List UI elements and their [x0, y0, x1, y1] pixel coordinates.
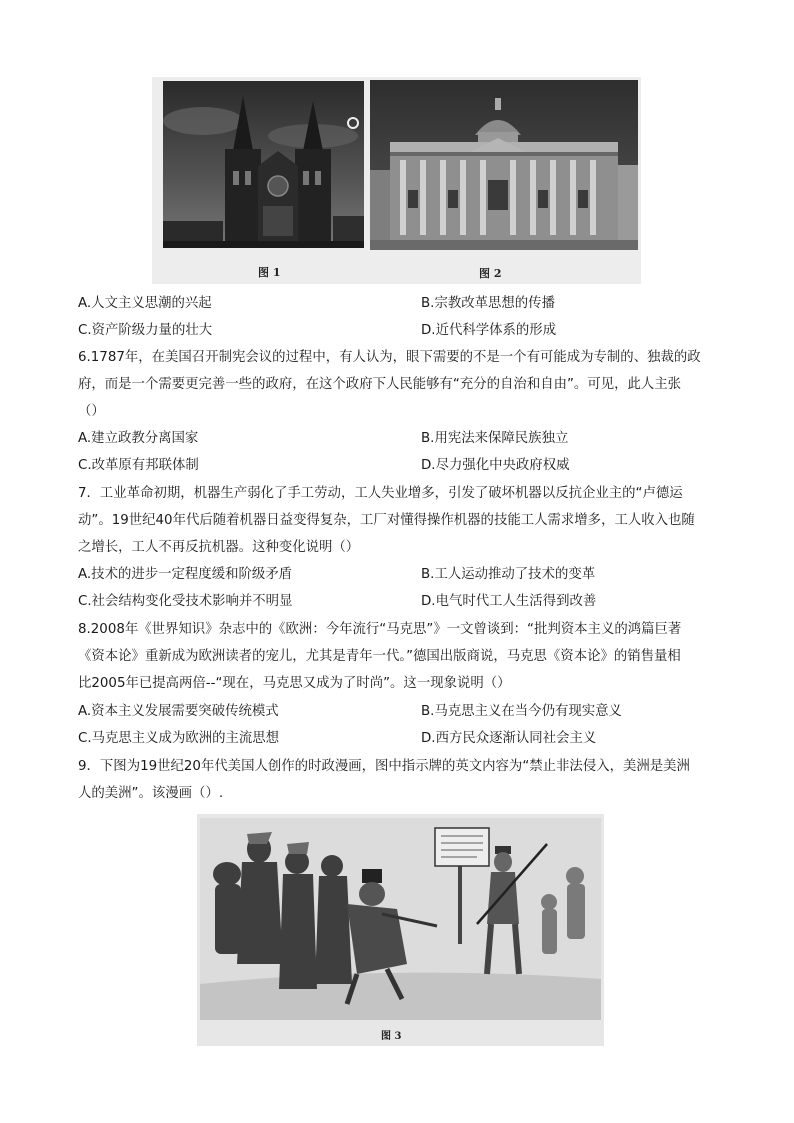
figure-1-cathedral-image — [163, 81, 364, 248]
q8-stem-line-3: 比2005年已提高两倍--“现在，马克思又成为了时尚”。这一现象说明（） — [78, 676, 511, 691]
q7-option-a: A.技术的进步一定程度缓和阶级矛盾 — [78, 567, 293, 582]
q8-option-c: C.马克思主义成为欧洲的主流思想 — [78, 731, 280, 746]
q7-stem-line-1: 7．工业革命初期，机器生产弱化了手工劳动，工人失业增多，引发了破坏机器以反抗企业主的“卢德运 — [78, 486, 683, 501]
q7-option-b: B.工人运动推动了技术的变革 — [421, 567, 596, 582]
figure-2-basilica-image — [370, 80, 638, 250]
q8-stem-line-1: 8.2008年《世界知识》杂志中的《欧洲：今年流行“马克思”》一文曾谈到：“批判资本主义的鸿篇巨著 — [78, 622, 682, 637]
q5-option-d: D.近代科学体系的形成 — [421, 323, 557, 338]
q7-option-c: C.社会结构变化受技术影响并不明显 — [78, 594, 293, 609]
figure-3-caption: 图 3 — [381, 1031, 402, 1042]
q6-stem-line-2: 府，而是一个需要更完善一些的政府，在这个政府下人民能够有“充分的自治和自由”。可见，此人主张 — [78, 377, 682, 392]
q6-option-b: B.用宪法来保障民族独立 — [421, 431, 569, 446]
figure-2-caption: 图 2 — [479, 267, 502, 280]
q7-stem-line-3: 之增长，工人不再反抗机器。这种变化说明（） — [78, 540, 360, 555]
q8-stem-line-2: 《资本论》重新成为欧洲读者的宠儿，尤其是青年一代。”德国出版商说，马克思《资本论》的销售量相 — [78, 649, 681, 664]
q9-stem-line-2: 人的美洲”。该漫画（）. — [78, 786, 224, 801]
q5-option-a: A.人文主义思潮的兴起 — [78, 296, 212, 311]
q8-option-a: A.资本主义发展需要突破传统模式 — [78, 704, 279, 719]
q5-option-c: C.资产阶级力量的壮大 — [78, 323, 213, 338]
q5-option-b: B.宗教改革思想的传播 — [421, 296, 555, 311]
q8-option-d: D.西方民众逐渐认同社会主义 — [421, 731, 597, 746]
q6-option-a: A.建立政教分离国家 — [78, 431, 199, 446]
figure-3-cartoon-image — [197, 814, 604, 1046]
q6-option-c: C.改革原有邦联体制 — [78, 458, 199, 473]
q6-option-d: D.尽力强化中央政府权威 — [421, 458, 570, 473]
q7-option-d: D.电气时代工人生活得到改善 — [421, 594, 597, 609]
q8-option-b: B.马克思主义在当今仍有现实意义 — [421, 704, 622, 719]
q7-stem-line-2: 动”。19世纪40年代后随着机器日益变得复杂，工厂对懂得操作机器的技能工人需求增多，工人收入也随 — [78, 513, 695, 528]
q6-stem-line-3: （） — [78, 404, 105, 419]
q6-stem-line-1: 6.1787年，在美国召开制宪会议的过程中，有人认为，眼下需要的不是一个有可能成为专制的、独裁的政 — [78, 350, 701, 365]
q9-stem-line-1: 9．下图为19世纪20年代美国人创作的时政漫画，图中指示牌的英文内容为“禁止非法侵入，美洲是美洲 — [78, 759, 690, 774]
figure-1-caption: 图 1 — [258, 266, 281, 279]
